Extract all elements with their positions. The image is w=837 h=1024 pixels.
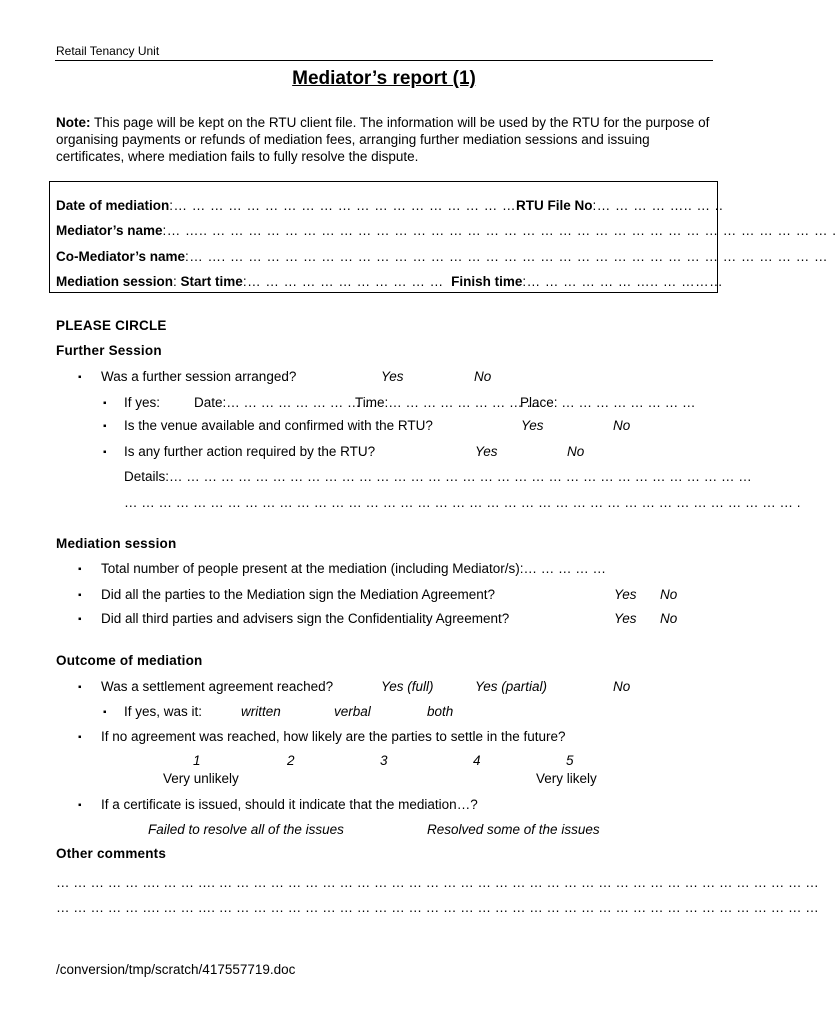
option-yes-partial[interactable]: Yes (partial) — [475, 679, 548, 694]
option-no[interactable]: No — [613, 679, 631, 694]
start-field[interactable]: :… … … … … … … … … … … — [242, 274, 444, 289]
details-field-continued[interactable]: … … … … … … … … … … … … … … … … … … … … … … … … … … … … … … … … … … … … … … … . — [124, 495, 801, 510]
file-field[interactable]: :… … … … ….. … .. — [592, 198, 724, 213]
bullet: ▪ — [78, 614, 82, 625]
further-session-heading: Further Session — [56, 343, 162, 358]
option-both[interactable]: both — [427, 704, 454, 719]
bullet: ▪ — [78, 372, 82, 383]
option-no[interactable]: No — [660, 587, 678, 602]
time-field[interactable]: Time:… … … … … … … … … — [355, 395, 540, 410]
comediator-label: Co-Mediator’s name — [56, 249, 186, 264]
q-settlement: Was a settlement agreement reached? — [101, 679, 334, 694]
q-likelihood: If no agreement was reached, how likely are the parties to settle in the future? — [101, 729, 566, 744]
place-field[interactable]: Place: … … … … … … … … — [520, 395, 696, 410]
date-field[interactable]: Date:… … … … … … … … … — [194, 395, 378, 410]
mediator-row — [56, 223, 837, 238]
finish-label: Finish time — [451, 274, 523, 289]
scale-4[interactable]: 4 — [473, 753, 481, 768]
session-row: Mediation session: Start time:… … … … … … … … … … … Finish time:… … … … … … ….. … ……… — [56, 274, 724, 289]
mediator-field[interactable]: :… ….. … … … … … … … … … … … … … … … … … … … … … … … … … … … … … … … … … … . — [162, 223, 837, 238]
bullet: ▪ — [78, 682, 82, 693]
note-paragraph — [56, 114, 716, 165]
file-label: RTU File No — [516, 198, 593, 213]
q-mediation-agreement: Did all the parties to the Mediation sign the Mediation Agreement? — [101, 587, 495, 602]
outcome-heading: Outcome of mediation — [56, 653, 203, 668]
sub-bullet: ▪ — [103, 447, 107, 458]
q-total-people: Total number of people present at the mediation (including Mediator/s):… … … … … — [101, 561, 606, 576]
document-path: /conversion/tmp/scratch/417557719.doc — [56, 962, 296, 977]
date-field[interactable]: :… … … … … … … … … … … … … … … … … … … — [169, 198, 517, 213]
note-text: This page will be kept on the RTU client file. The information will be used by the RTU for the purpose of organising payments or refunds of mediation fees, arranging further mediation sessions and issuing certificates, where mediation fails to fully resolve the dispute. — [56, 115, 710, 164]
sub-bullet: ▪ — [103, 421, 107, 432]
comediator-row — [56, 249, 828, 264]
option-yes[interactable]: Yes — [614, 611, 637, 626]
header-org: Retail Tenancy Unit — [56, 44, 160, 58]
scale-2[interactable]: 2 — [287, 753, 295, 768]
option-verbal[interactable]: verbal — [334, 704, 371, 719]
scale-high-label: Very likely — [536, 771, 597, 786]
q-certificate: If a certificate is issued, should it indicate that the mediation…? — [101, 797, 478, 812]
scale-3[interactable]: 3 — [380, 753, 388, 768]
option-failed[interactable]: Failed to resolve all of the issues — [148, 822, 344, 837]
q-further-action: Is any further action required by the RTU? — [124, 444, 376, 459]
option-no[interactable]: No — [567, 444, 585, 459]
scale-1[interactable]: 1 — [193, 753, 201, 768]
date-row — [56, 198, 723, 213]
option-no[interactable]: No — [474, 369, 492, 384]
q-confidentiality-agreement: Did all third parties and advisers sign the Confidentiality Agreement? — [101, 611, 510, 626]
option-yes[interactable]: Yes — [614, 587, 637, 602]
sub-bullet: ▪ — [103, 707, 107, 718]
date-label: Date of mediation — [56, 198, 170, 213]
header-rule — [55, 60, 713, 61]
option-yes[interactable]: Yes — [381, 369, 404, 384]
page-title: Mediator’s report (1) — [292, 68, 476, 89]
bullet: ▪ — [78, 590, 82, 601]
if-yes-was-it: If yes, was it: — [124, 704, 203, 719]
comments-line-1[interactable]: … … … … … …. … … …. … … … … … … … … … … … … … … … … … … … … … … … … … … … … … … … … … … … — [56, 875, 819, 890]
bullet: ▪ — [78, 564, 82, 575]
scale-low-label: Very unlikely — [163, 771, 239, 786]
scale-5[interactable]: 5 — [566, 753, 574, 768]
mediator-label: Mediator’s name — [56, 223, 163, 238]
details-field[interactable]: Details:… … … … … … … … … … … … … … … … … … … … … … … … … … … … … … … … … … — [124, 469, 752, 484]
bullet: ▪ — [78, 800, 82, 811]
note-label: Note: — [56, 115, 91, 130]
option-yes[interactable]: Yes — [475, 444, 498, 459]
option-yes-full[interactable]: Yes (full) — [381, 679, 434, 694]
if-yes-label: If yes: — [124, 395, 161, 410]
option-resolved[interactable]: Resolved some of the issues — [427, 822, 600, 837]
please-circle-heading: PLEASE CIRCLE — [56, 318, 167, 333]
option-no[interactable]: No — [613, 418, 631, 433]
q-venue: Is the venue available and confirmed with the RTU? — [124, 418, 433, 433]
mediation-session-heading: Mediation session — [56, 536, 177, 551]
option-no[interactable]: No — [660, 611, 678, 626]
sub-bullet: ▪ — [103, 398, 107, 409]
comediator-field[interactable]: :… …. … … … … … … … … … … … … … … … … … … … … … … … … … … … … … … … … … — [185, 249, 829, 264]
option-yes[interactable]: Yes — [521, 418, 544, 433]
start-label: Start time — [180, 274, 243, 289]
finish-field[interactable]: :… … … … … … ….. … ……… — [522, 274, 724, 289]
comments-line-2[interactable]: … … … … … …. … … …. … … … … … … … … … … … … … … … … … … … … … … … … … … … … … … … … … … … — [56, 900, 819, 915]
q-further-arranged: Was a further session arranged? — [101, 369, 297, 384]
session-label: Mediation session — [56, 274, 174, 289]
other-comments-heading: Other comments — [56, 846, 167, 861]
option-written[interactable]: written — [241, 704, 281, 719]
bullet: ▪ — [78, 732, 82, 743]
